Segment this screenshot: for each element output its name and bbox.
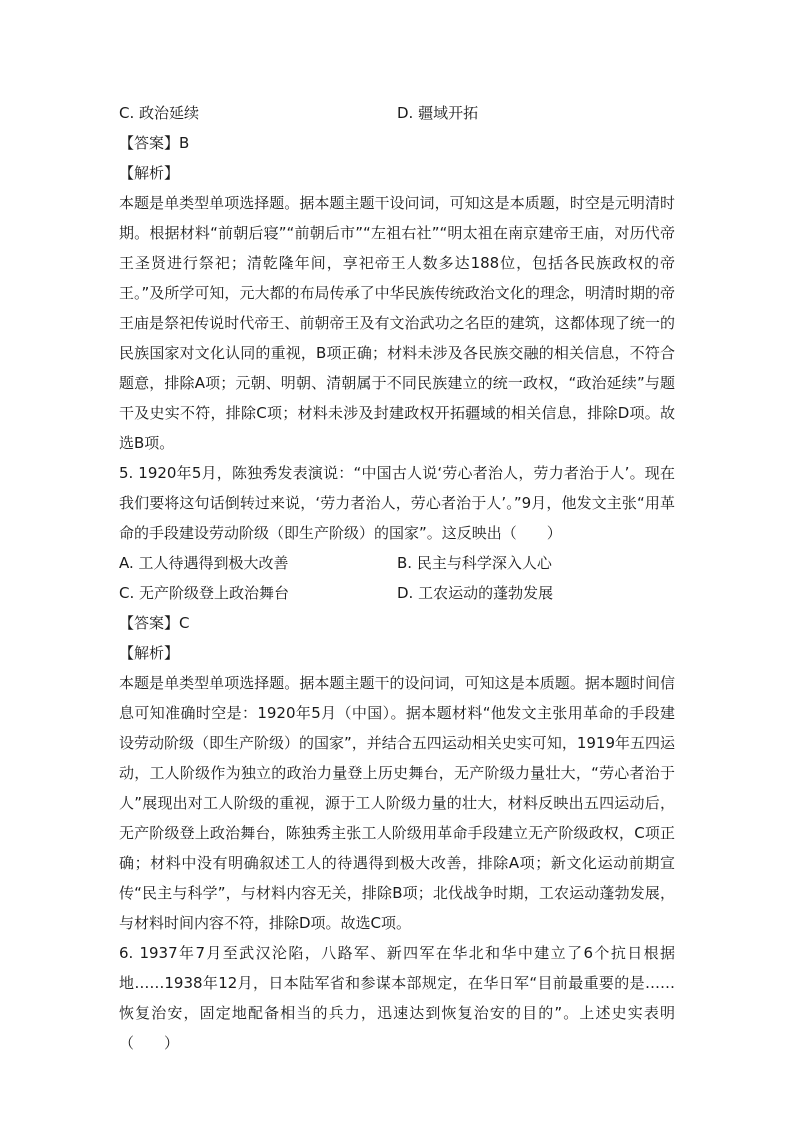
- q4-analysis-label: 【解析】: [119, 164, 180, 182]
- q5-analysis-label: 【解析】: [119, 644, 180, 662]
- document-page: [119, 98, 675, 1058]
- q5-option-a: A. 工人待遇得到极大改善: [119, 554, 289, 572]
- q5-options-ab: [119, 548, 675, 578]
- q4-option-d: D. 疆域开拓: [397, 104, 479, 122]
- q5-options-cd: [119, 578, 675, 608]
- q5-answer: 【答案】C: [119, 614, 190, 632]
- q5-option-b: B. 民主与科学深入人心: [397, 554, 552, 572]
- q5-option-d: D. 工农运动的蓬勃发展: [397, 584, 554, 602]
- q4-answer: 【答案】B: [119, 134, 190, 152]
- q5-option-c: C. 无产阶级登上政治舞台: [119, 584, 290, 602]
- q4-options-cd: [119, 98, 675, 128]
- q5-stem: 5. 1920年5月，陈独秀发表演说：“中国古人说‘劳心者治人，劳力者治于人’。现在我们要将这句话倒转过来说，‘劳力者治人，劳心者治于人’。”9月，他发文主张“用革命的手段建设劳动阶级（即生产阶级）的国家”。这反映出（ ）: [119, 464, 675, 542]
- q4-analysis: 本题是单类型单项选择题。据本题主题干设问词，可知这是本质题，时空是元明清时期。根据材料“前朝后寝”“前朝后市”“左祖右社”“明太祖在南京建帝王庙，对历代帝王圣贤进行祭祀；清乾隆年间，享祀帝王人数多达188位，包括各民族政权的帝王。”及所学可知，元大都的布局传承了中华民族传统政治文化的理念，明清时期的帝王庙是祭祀传说时代帝王、前朝帝王及有文治武功之名臣的建筑，这都体现了统一的民族国家对文化认同的重视，B项正确；材料未涉及各民族交融的相关信息，不符合题意，排除A项；元朝、明朝、清朝属于不同民族建立的统一政权，“政治延续”与题干及史实不符，排除C项；材料未涉及封建政权开拓疆域的相关信息，排除D项。故选B项。: [119, 194, 675, 452]
- q4-option-c: C. 政治延续: [119, 104, 200, 122]
- q6-stem: 6. 1937年7月至武汉沦陷，八路军、新四军在华北和华中建立了6个抗日根据地……1938年12月，日本陆军省和参谋本部规定，在华日军“目前最重要的是……恢复治安，固定地配备相当的兵力，迅速达到恢复治安的目的”。上述史实表明（ ）: [119, 944, 675, 1052]
- q5-analysis: 本题是单类型单项选择题。据本题主题干的设问词，可知这是本质题。据本题时间信息可知准确时空是：1920年5月（中国）。据本题材料“他发文主张用革命的手段建设劳动阶级（即生产阶级）的国家”，并结合五四运动相关史实可知，1919年五四运动，工人阶级作为独立的政治力量登上历史舞台，无产阶级力量壮大，“劳心者治于人”展现出对工人阶级的重视，源于工人阶级力量的壮大，材料反映出五四运动后，无产阶级登上政治舞台，陈独秀主张工人阶级用革命手段建立无产阶级政权，C项正确；材料中没有明确叙述工人的待遇得到极大改善，排除A项；新文化运动前期宣传“民主与科学”，与材料内容无关，排除B项；北伐战争时期，工农运动蓬勃发展，与材料时间内容不符，排除D项。故选C项。: [119, 674, 675, 932]
